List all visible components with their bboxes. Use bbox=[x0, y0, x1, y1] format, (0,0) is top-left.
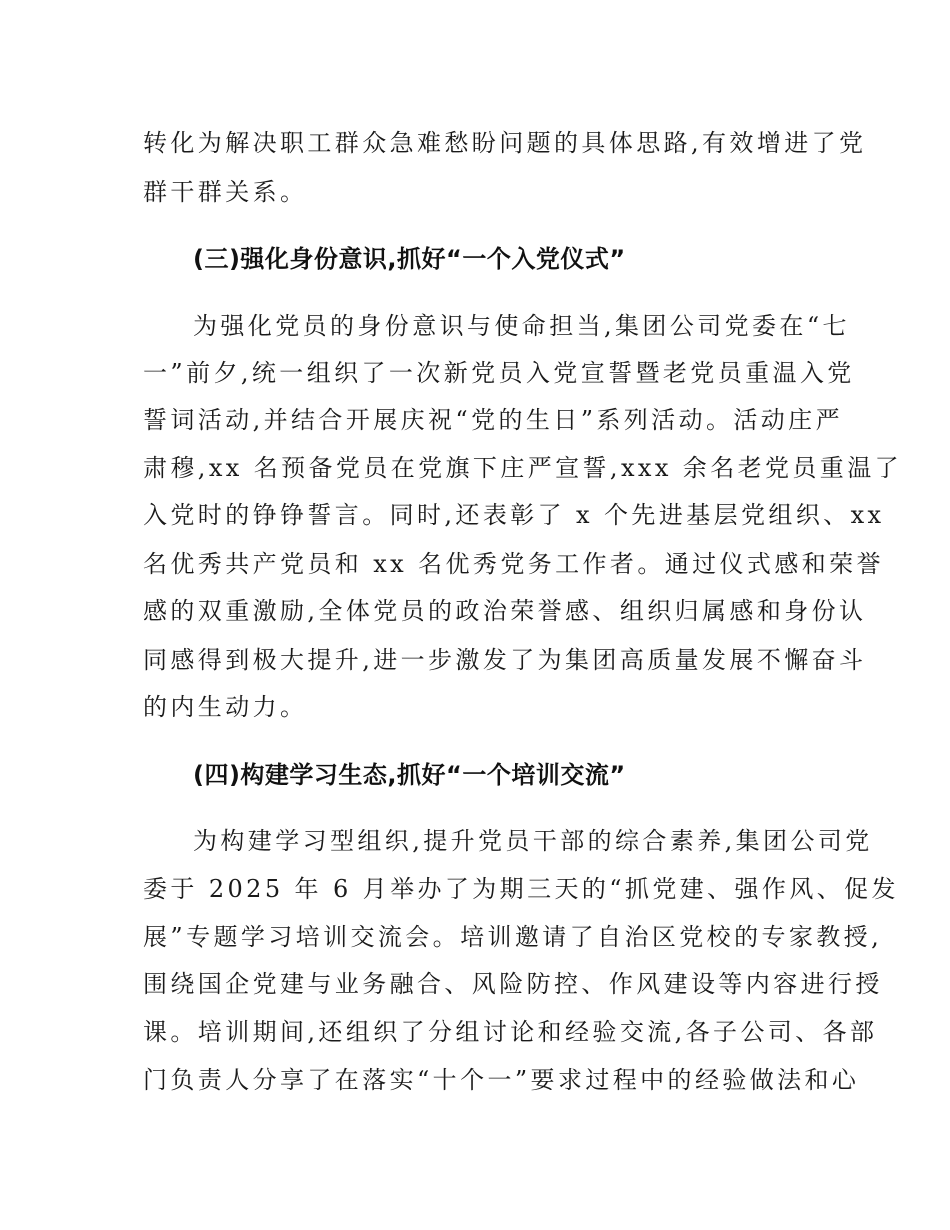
body-text-line: 展”专题学习培训交流会。培训邀请了自治区党校的专家教授, bbox=[143, 923, 883, 951]
body-text-line: 群干群关系。 bbox=[143, 178, 308, 206]
body-text-line: 委于 2025 年 6 月举办了为期三天的“抓党建、强作风、促发 bbox=[143, 875, 899, 903]
body-text-line: 转化为解决职工群众急难愁盼问题的具体思路,有效增进了党 bbox=[143, 129, 867, 157]
body-text-line: 感的双重激励,全体党员的政治荣誉感、组织归属感和身份认 bbox=[143, 597, 867, 625]
section-4-heading: (四)构建学习生态,抓好“一个培训交流” bbox=[193, 761, 626, 789]
body-text-line: 入党时的铮铮誓言。同时,还表彰了 x 个先进基层党组织、xx bbox=[143, 501, 885, 529]
body-text-line: 一”前夕,统一组织了一次新党员入党宣誓暨老党员重温入党 bbox=[143, 359, 855, 387]
section-3-heading: (三)强化身份意识,抓好“一个入党仪式” bbox=[193, 245, 626, 273]
paragraph-first-line: 为构建学习型组织,提升党员干部的综合素养,集团公司党 bbox=[193, 827, 873, 855]
body-text-line: 课。培训期间,还组织了分组讨论和经验交流,各子公司、各部 bbox=[143, 1018, 878, 1046]
body-text-line: 名优秀共产党员和 xx 名优秀党务工作者。通过仪式感和荣誉 bbox=[143, 550, 884, 578]
body-text-line: 誓词活动,并结合开展庆祝“党的生日”系列活动。活动庄严 bbox=[143, 406, 843, 434]
body-text-line: 门负责人分享了在落实“十个一”要求过程中的经验做法和心 bbox=[143, 1066, 860, 1094]
body-text-line: 的内生动力。 bbox=[143, 693, 308, 721]
body-text-line: 肃穆,xx 名预备党员在党旗下庄严宣誓,xxx 余名老党员重温了 bbox=[143, 454, 902, 482]
body-text-line: 同感得到极大提升,进一步激发了为集团高质量发展不懈奋斗 bbox=[143, 646, 867, 674]
body-text-line: 围绕国企党建与业务融合、风险防控、作风建设等内容进行授 bbox=[143, 970, 883, 998]
paragraph-first-line: 为强化党员的身份意识与使命担当,集团公司党委在“七 bbox=[193, 312, 850, 340]
